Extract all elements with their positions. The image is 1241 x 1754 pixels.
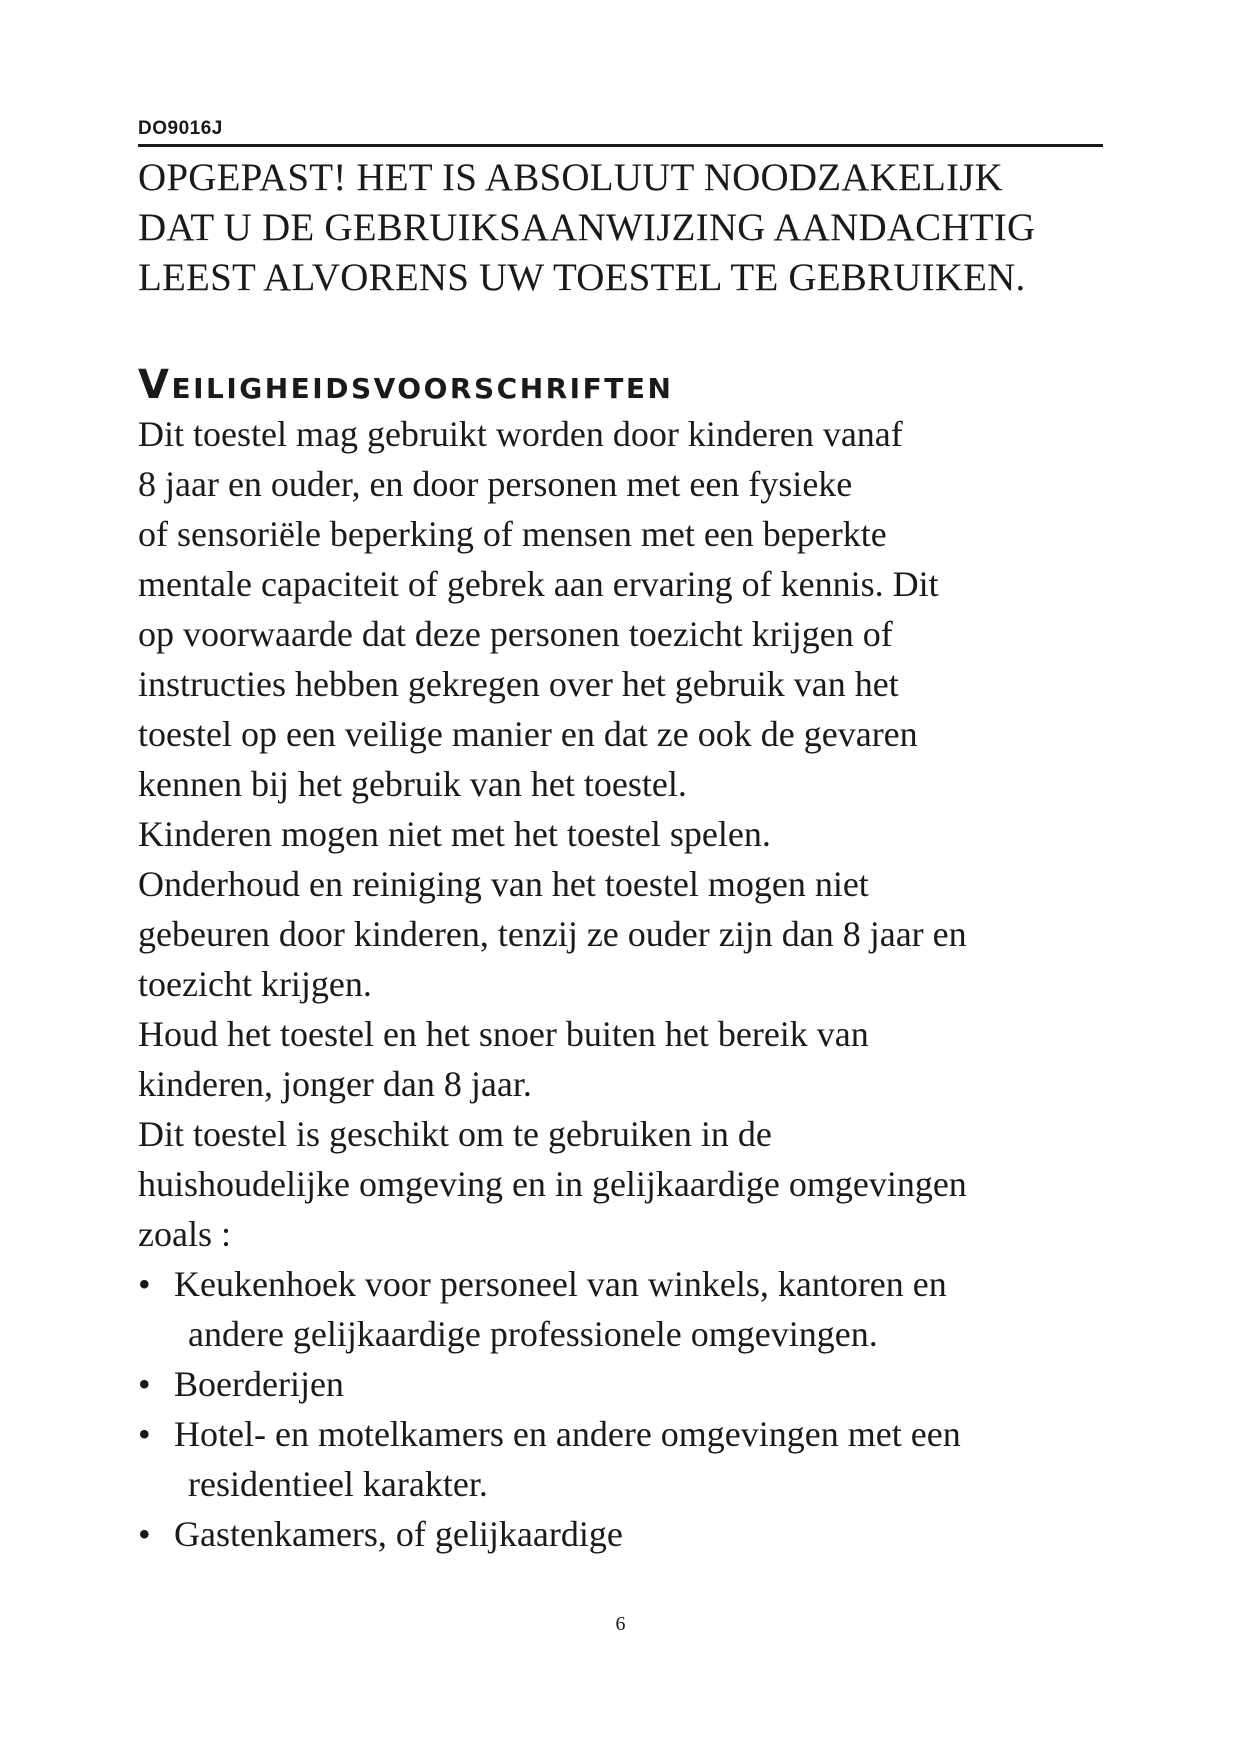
list-item <box>138 1259 1103 1359</box>
paragraph-line: Houd het toestel en het snoer buiten het bereik van <box>138 1014 869 1054</box>
paragraph-line: Dit toestel mag gebruikt worden door kinderen vanaf <box>138 414 903 454</box>
paragraph-line: op voorwaarde dat deze personen toezicht krijgen of <box>138 614 893 654</box>
paragraph-line: 8 jaar en ouder, en door personen met een fysieke <box>138 464 853 504</box>
list-item-text: Gastenkamers, of gelijkaardige <box>174 1514 623 1554</box>
bullet-icon: • <box>138 1264 151 1304</box>
warning-line: OPGEPAST! HET IS ABSOLUUT NOODZAKELIJK <box>138 156 1003 199</box>
list-item <box>138 1359 1103 1409</box>
paragraph-line: kinderen, jonger dan 8 jaar. <box>138 1064 532 1104</box>
page-number: 6 <box>615 1613 626 1635</box>
warning-line: DAT U DE GEBRUIKSAANWIJZING AANDACHTIG <box>138 206 1036 249</box>
bullet-icon: • <box>138 1414 151 1454</box>
list-item-text: Hotel- en motelkamers en andere omgevingen met een <box>174 1414 961 1454</box>
list-item-text: Boerderijen <box>174 1364 344 1404</box>
paragraph-line: gebeuren door kinderen, tenzij ze ouder zijn dan 8 jaar en <box>138 914 967 954</box>
bullet-icon: • <box>138 1364 151 1404</box>
paragraph-line: Dit toestel is geschikt om te gebruiken in de <box>138 1114 772 1154</box>
environment-list <box>138 1259 1103 1559</box>
paragraph-line: toestel op een veilige manier en dat ze ook de gevaren <box>138 714 918 754</box>
warning-notice <box>138 153 1103 303</box>
paragraph-line: toezicht krijgen. <box>138 964 372 1004</box>
paragraph-line: mentale capaciteit of gebrek aan ervaring of kennis. Dit <box>138 564 939 604</box>
safety-paragraph <box>138 409 1103 1259</box>
paragraph-line: zoals : <box>138 1214 231 1254</box>
paragraph-line: huishoudelijke omgeving en in gelijkaardige omgevingen <box>138 1164 967 1204</box>
warning-line: LEEST ALVORENS UW TOESTEL TE GEBRUIKEN. <box>138 256 1026 299</box>
model-number: DO9016J <box>138 118 223 139</box>
list-item <box>138 1409 1103 1509</box>
list-item <box>138 1509 1103 1559</box>
list-item-text: Keukenhoek voor personeel van winkels, kantoren en <box>174 1264 947 1304</box>
paragraph-line: instructies hebben gekregen over het gebruik van het <box>138 664 899 704</box>
section-heading: Veiligheidsvoorschriften <box>138 362 674 408</box>
header-rule <box>138 144 1103 147</box>
paragraph-line: Onderhoud en reiniging van het toestel mogen niet <box>138 864 869 904</box>
bullet-icon: • <box>138 1514 151 1554</box>
document-page <box>138 118 1103 1559</box>
list-item-text: andere gelijkaardige professionele omgevingen. <box>188 1314 878 1354</box>
paragraph-line: kennen bij het gebruik van het toestel. <box>138 764 687 804</box>
paragraph-line: Kinderen mogen niet met het toestel spelen. <box>138 814 771 854</box>
list-item-text: residentieel karakter. <box>188 1464 488 1504</box>
paragraph-line: of sensoriële beperking of mensen met een beperkte <box>138 514 887 554</box>
